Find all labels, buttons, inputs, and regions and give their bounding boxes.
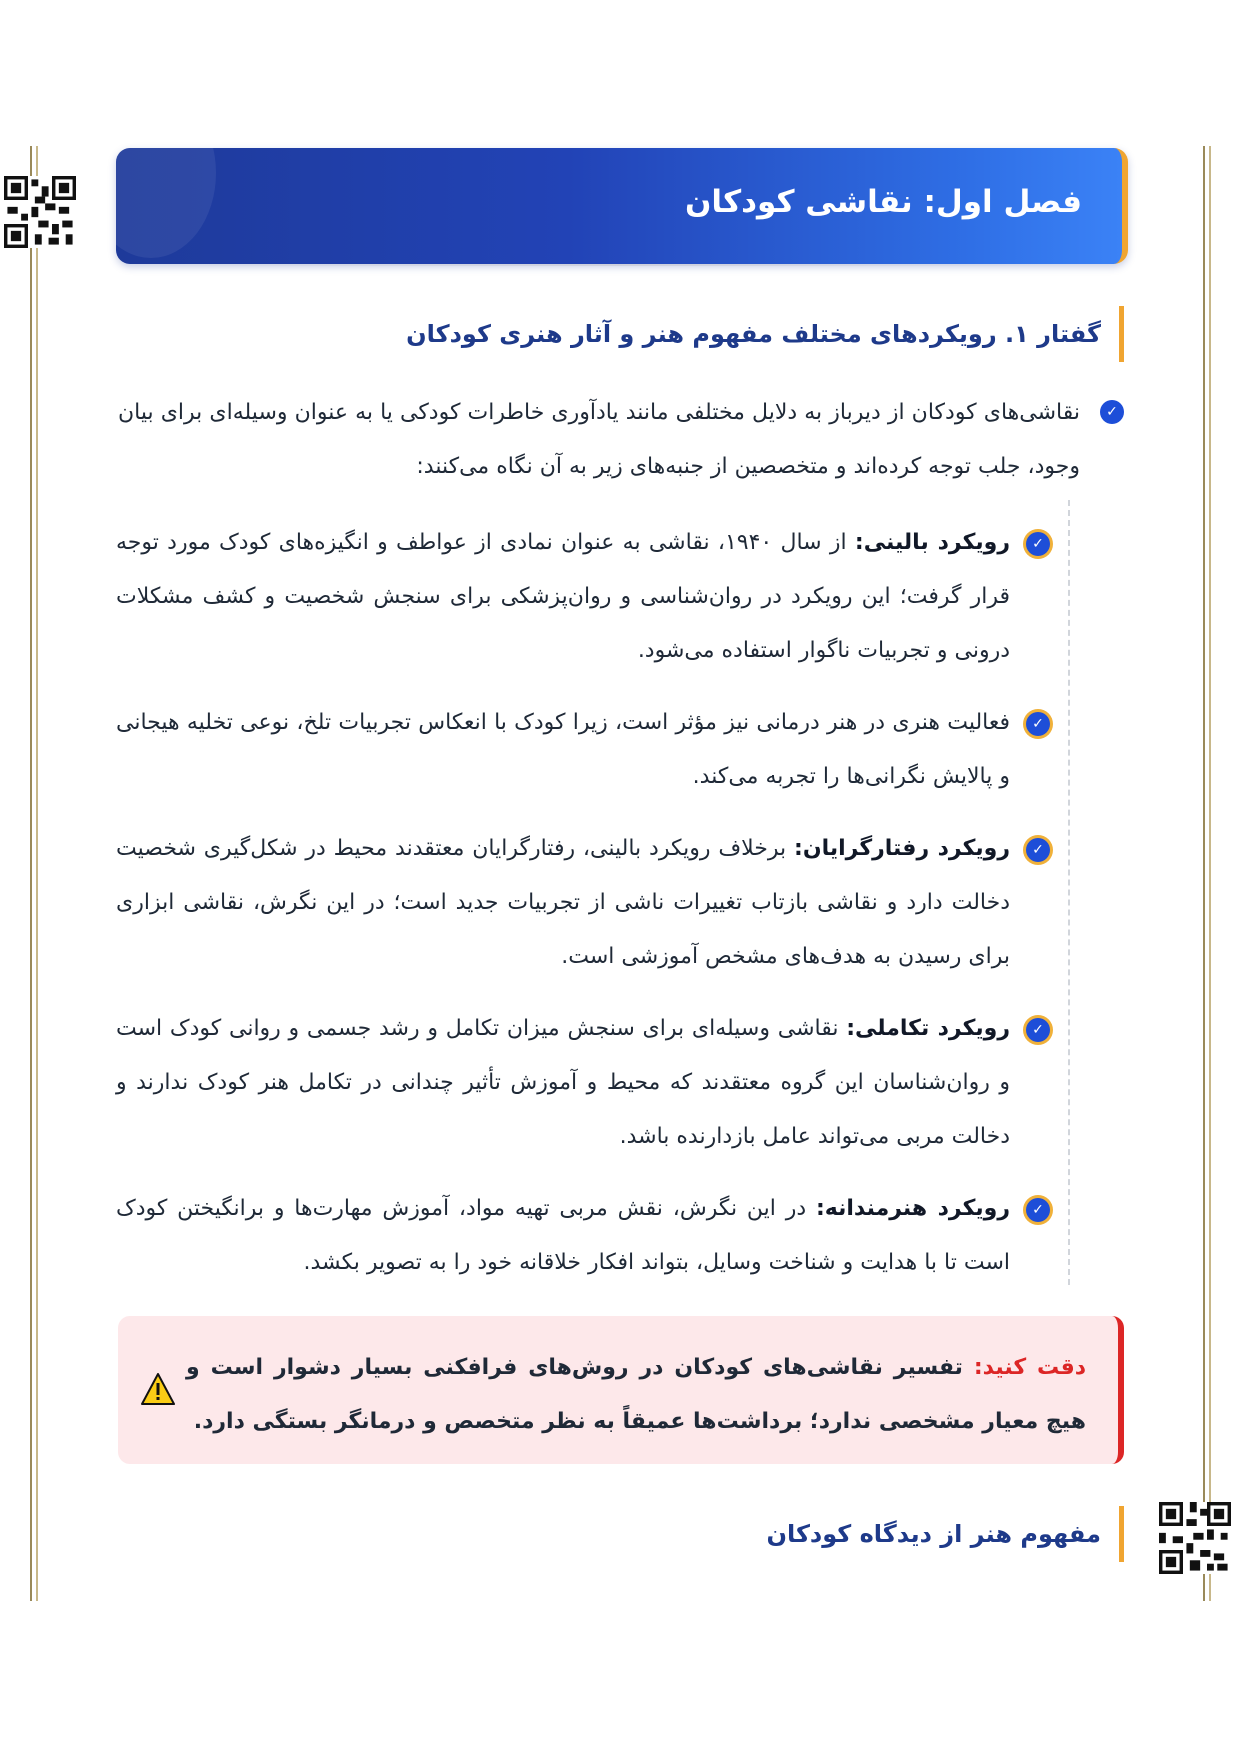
approach-text: برخلاف رویکرد بالینی، رفتارگرایان معتقدند محیط در شکل‌گیری شخصیت دخالت دارد و نقاشی بازتاب تغییرات ناشی از تجربیات جدید است؛ در این نگرش، نقاشی ابزاری برای رسیدن به هدف‌های مشخص آموزشی است.: [116, 836, 1010, 969]
warning-label: دقت کنید:: [973, 1355, 1087, 1380]
approach-text: نقاشی وسیله‌ای برای سنجش میزان تکامل و رشد جسمی و روانی کودک است و روان‌شناسان این گروه معتقدند که محیط و آموزش تأثیر چندانی در تکامل هنر کودک ندارند و دخالت مربی می‌تواند عامل بازدارنده باشد.: [116, 1016, 1010, 1149]
list-item: [116, 822, 1068, 984]
warning-text: [186, 1341, 1086, 1449]
approach-term: رویکرد بالینی:: [854, 530, 1011, 555]
check-circle-icon: ✓: [1026, 712, 1050, 736]
approach-term: رویکرد رفتارگرایان:: [794, 836, 1011, 861]
list-item: [116, 696, 1068, 804]
check-circle-icon: ✓: [1026, 1018, 1050, 1042]
approach-text: فعالیت هنری در هنر درمانی نیز مؤثر است، زیرا کودک با انعکاس تجربیات تلخ، نوعی تخلیه هیجانی و پالایش نگرانی‌ها را تجربه می‌کند.: [116, 710, 1010, 789]
list-item: [116, 1002, 1068, 1164]
warning-triangle-icon: [140, 1372, 176, 1406]
check-circle-icon: ✓: [1100, 400, 1124, 424]
section-heading: مفهوم هنر از دیدگاه کودکان: [766, 1506, 1124, 1562]
approach-text: در این نگرش، نقش مربی تهیه مواد، آموزش مهارت‌ها و برانگیختن کودک است تا با هدایت و شناخت وسایل، بتواند افکار خلاقانه خود را به تصویر بکشد.: [116, 1196, 1010, 1275]
qr-code-icon: [1159, 1502, 1231, 1574]
qr-code-icon: [4, 176, 76, 248]
intro-text: نقاشی‌های کودکان از دیرباز به دلایل مختلفی مانند یادآوری خاطرات کودکی یا به عنوان وسیله‌ای برای بیان وجود، جلب توجه کرده‌اند و متخصصین از جنبه‌های زیر به آن نگاه می‌کنند:: [118, 400, 1080, 479]
warning-body: تفسیر نقاشی‌های کودکان در روش‌های فرافکنی بسیار دشوار است و هیچ معیار مشخصی ندارد؛ برداشت‌ها عمیقاً به نظر متخصص و درمانگر بستگی دارد.: [186, 1355, 1086, 1434]
decorative-frame-right: [1200, 146, 1214, 1601]
check-circle-icon: ✓: [1026, 838, 1050, 862]
section-heading: گفتار ۱. رویکردهای مختلف مفهوم هنر و آثار هنری کودکان: [406, 306, 1124, 362]
decorative-frame-left: [27, 146, 41, 1601]
approach-term: رویکرد تکاملی:: [846, 1016, 1010, 1041]
approach-list: [116, 500, 1070, 1285]
list-item: [116, 516, 1068, 678]
warning-box: [118, 1316, 1124, 1464]
banner-decoration: [116, 148, 216, 258]
chapter-title: فصل اول: نقاشی کودکان: [684, 184, 1082, 220]
check-circle-icon: ✓: [1026, 532, 1050, 556]
check-circle-icon: ✓: [1026, 1198, 1050, 1222]
intro-paragraph: [118, 386, 1124, 494]
approach-term: رویکرد هنرمندانه:: [815, 1196, 1010, 1221]
chapter-banner: [116, 148, 1128, 264]
list-item: [116, 1182, 1068, 1290]
banner-divider: [156, 264, 1082, 266]
approach-text: از سال ۱۹۴۰، نقاشی به عنوان نمادی از عواطف و انگیزه‌های کودک مورد توجه قرار گرفت؛ این رویکرد در روان‌شناسی و روان‌پزشکی برای سنجش شخصیت و کشف مشکلات درونی و تجربیات ناگوار استفاده می‌شود.: [116, 530, 1010, 663]
